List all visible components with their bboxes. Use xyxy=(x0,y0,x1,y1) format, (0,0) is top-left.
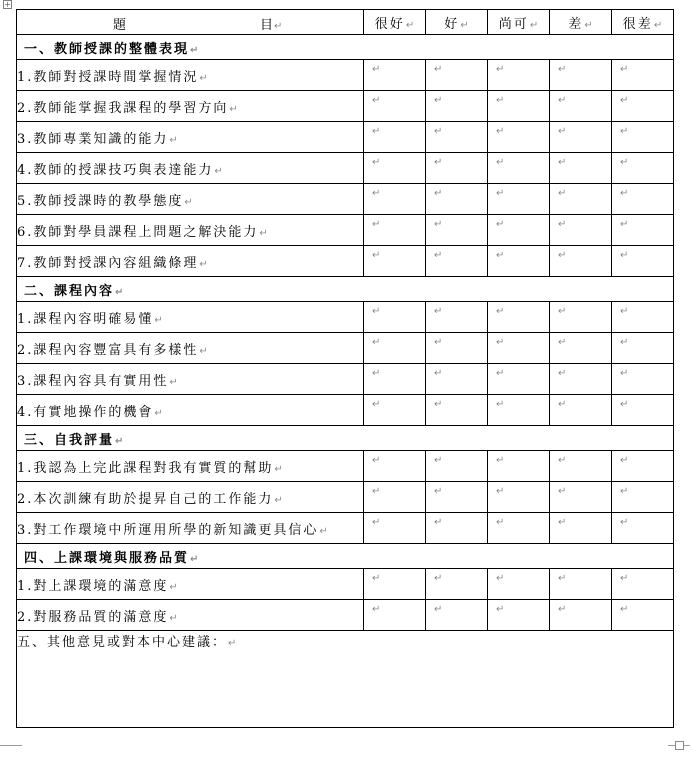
paragraph-mark-icon: ↵ xyxy=(620,368,629,379)
question-label: 1.課程內容明確易懂↵ xyxy=(17,302,364,333)
paragraph-mark-icon: ↵ xyxy=(558,604,567,615)
question-row xyxy=(17,215,674,246)
rating-cell-1[interactable] xyxy=(426,395,488,426)
rating-cell-3[interactable] xyxy=(550,451,612,482)
paragraph-mark-icon: ↵ xyxy=(434,250,443,261)
paragraph-mark-icon: ↵ xyxy=(372,64,381,75)
header-rating-4: 很差↵ xyxy=(612,10,674,35)
question-row xyxy=(17,91,674,122)
paragraph-mark-icon: ↵ xyxy=(620,126,629,137)
rating-cell-2[interactable] xyxy=(488,246,550,277)
paragraph-mark-icon: ↵ xyxy=(372,337,381,348)
rating-cell-0[interactable] xyxy=(364,333,426,364)
rating-cell-3[interactable] xyxy=(550,302,612,333)
rating-cell-3[interactable] xyxy=(550,60,612,91)
rating-cell-3[interactable] xyxy=(550,153,612,184)
question-label: 4.有實地操作的機會↵ xyxy=(17,395,364,426)
table-move-handle-icon[interactable]: + xyxy=(4,0,11,9)
paragraph-mark-icon: ↵ xyxy=(620,306,629,317)
paragraph-mark-icon: ↵ xyxy=(558,306,567,317)
rating-cell-2[interactable] xyxy=(488,482,550,513)
rating-cell-4[interactable] xyxy=(612,60,674,91)
question-label: 2.教師能掌握我課程的學習方向↵ xyxy=(17,91,364,122)
header-rating-3: 差↵ xyxy=(550,10,612,35)
paragraph-mark-icon: ↵ xyxy=(434,306,443,317)
paragraph-mark-icon: ↵ xyxy=(558,157,567,168)
rating-cell-2[interactable] xyxy=(488,91,550,122)
rating-cell-4[interactable] xyxy=(612,215,674,246)
paragraph-mark-icon: ↵ xyxy=(434,126,443,137)
paragraph-mark-icon: ↵ xyxy=(496,95,505,106)
rating-cell-2[interactable] xyxy=(488,600,550,631)
paragraph-mark-icon: ↵ xyxy=(496,337,505,348)
section-row xyxy=(17,277,674,302)
paragraph-mark-icon: ↵ xyxy=(558,337,567,348)
paragraph-mark-icon: ↵ xyxy=(372,126,381,137)
question-row xyxy=(17,60,674,91)
paragraph-mark-icon: ↵ xyxy=(558,368,567,379)
rating-cell-2[interactable] xyxy=(488,395,550,426)
question-row xyxy=(17,513,674,544)
section-title: 三、自我評量↵ xyxy=(17,426,674,451)
paragraph-mark-icon: ↵ xyxy=(558,95,567,106)
survey-table xyxy=(16,9,674,728)
rating-cell-0[interactable] xyxy=(364,482,426,513)
rating-cell-4[interactable] xyxy=(612,302,674,333)
rating-cell-1[interactable] xyxy=(426,153,488,184)
rating-cell-0[interactable] xyxy=(364,302,426,333)
paragraph-mark-icon: ↵ xyxy=(434,219,443,230)
rating-cell-0[interactable] xyxy=(364,215,426,246)
paragraph-mark-icon: ↵ xyxy=(558,219,567,230)
rating-cell-0[interactable] xyxy=(364,184,426,215)
rating-cell-2[interactable] xyxy=(488,60,550,91)
paragraph-mark-icon: ↵ xyxy=(620,399,629,410)
paragraph-mark-icon: ↵ xyxy=(372,455,381,466)
paragraph-mark-icon: ↵ xyxy=(372,486,381,497)
paragraph-mark-icon: ↵ xyxy=(372,604,381,615)
paragraph-mark-icon: ↵ xyxy=(496,250,505,261)
paragraph-mark-icon: ↵ xyxy=(434,64,443,75)
rating-cell-1[interactable] xyxy=(426,482,488,513)
rating-cell-0[interactable] xyxy=(364,364,426,395)
rating-cell-3[interactable] xyxy=(550,246,612,277)
rating-cell-3[interactable] xyxy=(550,91,612,122)
rating-cell-1[interactable] xyxy=(426,184,488,215)
rating-cell-0[interactable] xyxy=(364,153,426,184)
rating-cell-3[interactable] xyxy=(550,364,612,395)
question-row xyxy=(17,184,674,215)
paragraph-mark-icon: ↵ xyxy=(372,250,381,261)
paragraph-mark-icon: ↵ xyxy=(496,64,505,75)
rating-cell-0[interactable] xyxy=(364,122,426,153)
rating-cell-4[interactable] xyxy=(612,333,674,364)
paragraph-mark-icon: ↵ xyxy=(372,399,381,410)
paragraph-mark-icon: ↵ xyxy=(496,486,505,497)
paragraph-mark-icon: ↵ xyxy=(558,126,567,137)
paragraph-mark-icon: ↵ xyxy=(620,604,629,615)
rating-cell-4[interactable] xyxy=(612,153,674,184)
rating-cell-1[interactable] xyxy=(426,513,488,544)
rating-cell-3[interactable] xyxy=(550,184,612,215)
comment-row xyxy=(17,631,674,728)
rating-cell-1[interactable] xyxy=(426,569,488,600)
rating-cell-2[interactable] xyxy=(488,302,550,333)
section-title: 四、上課環境與服務品質↵ xyxy=(17,544,674,569)
question-label: 2.本次訓練有助於提昇自己的工作能力↵ xyxy=(17,482,364,513)
question-label: 7.教師對授課內容組織條理↵ xyxy=(17,246,364,277)
rating-cell-3[interactable] xyxy=(550,395,612,426)
paragraph-mark-icon: ↵ xyxy=(620,219,629,230)
question-row xyxy=(17,333,674,364)
paragraph-mark-icon: ↵ xyxy=(496,573,505,584)
question-row xyxy=(17,153,674,184)
paragraph-mark-icon: ↵ xyxy=(558,573,567,584)
paragraph-mark-icon: ↵ xyxy=(558,486,567,497)
paragraph-mark-icon: ↵ xyxy=(558,188,567,199)
rating-cell-2[interactable] xyxy=(488,122,550,153)
paragraph-mark-icon: ↵ xyxy=(496,157,505,168)
question-label: 5.教師授課時的教學態度↵ xyxy=(17,184,364,215)
paragraph-mark-icon: ↵ xyxy=(620,250,629,261)
rating-cell-1[interactable] xyxy=(426,600,488,631)
rating-cell-3[interactable] xyxy=(550,569,612,600)
rating-cell-3[interactable] xyxy=(550,122,612,153)
paragraph-mark-icon: ↵ xyxy=(372,306,381,317)
section-title: 一、教師授課的整體表現↵ xyxy=(17,35,674,60)
section-title: 二、課程內容↵ xyxy=(17,277,674,302)
paragraph-mark-icon: ↵ xyxy=(558,64,567,75)
rating-cell-4[interactable] xyxy=(612,513,674,544)
rating-cell-2[interactable] xyxy=(488,451,550,482)
question-row xyxy=(17,122,674,153)
rating-cell-2[interactable] xyxy=(488,184,550,215)
rating-cell-2[interactable] xyxy=(488,215,550,246)
paragraph-mark-icon: ↵ xyxy=(434,486,443,497)
paragraph-mark-icon: ↵ xyxy=(620,95,629,106)
rating-cell-2[interactable] xyxy=(488,569,550,600)
paragraph-mark-icon: ↵ xyxy=(620,455,629,466)
rating-cell-0[interactable] xyxy=(364,395,426,426)
question-label: 1.教師對授課時間掌握情況↵ xyxy=(17,60,364,91)
rating-cell-0[interactable] xyxy=(364,91,426,122)
rating-cell-0[interactable] xyxy=(364,60,426,91)
paragraph-mark-icon: ↵ xyxy=(434,188,443,199)
question-row xyxy=(17,246,674,277)
rating-cell-4[interactable] xyxy=(612,482,674,513)
rating-cell-0[interactable] xyxy=(364,600,426,631)
paragraph-mark-icon: ↵ xyxy=(558,455,567,466)
paragraph-mark-icon: ↵ xyxy=(434,399,443,410)
paragraph-mark-icon: ↵ xyxy=(620,64,629,75)
rating-cell-2[interactable] xyxy=(488,513,550,544)
rating-cell-3[interactable] xyxy=(550,333,612,364)
rating-cell-1[interactable] xyxy=(426,333,488,364)
paragraph-mark-icon: ↵ xyxy=(434,368,443,379)
question-row xyxy=(17,395,674,426)
rating-cell-0[interactable] xyxy=(364,569,426,600)
question-label: 2.對服務品質的滿意度↵ xyxy=(17,600,364,631)
rating-cell-3[interactable] xyxy=(550,482,612,513)
rating-cell-1[interactable] xyxy=(426,451,488,482)
comment-area[interactable]: 五、其他意見或對本中心建議：↵ xyxy=(17,631,674,728)
question-label: 3.對工作環境中所運用所學的新知識更具信心↵ xyxy=(17,513,364,544)
paragraph-mark-icon: ↵ xyxy=(496,306,505,317)
question-row xyxy=(17,364,674,395)
paragraph-mark-icon: ↵ xyxy=(620,573,629,584)
question-label: 2.課程內容豐富具有多樣性↵ xyxy=(17,333,364,364)
question-label: 3.課程內容具有實用性↵ xyxy=(17,364,364,395)
section-row xyxy=(17,544,674,569)
paragraph-mark-icon: ↵ xyxy=(434,455,443,466)
header-row xyxy=(17,10,674,35)
paragraph-mark-icon: ↵ xyxy=(372,573,381,584)
question-label: 1.我認為上完此課程對我有實質的幫助↵ xyxy=(17,451,364,482)
rating-cell-1[interactable] xyxy=(426,246,488,277)
rating-cell-1[interactable] xyxy=(426,364,488,395)
paragraph-mark-icon: ↵ xyxy=(372,95,381,106)
question-row xyxy=(17,600,674,631)
header-topic-left: 題 xyxy=(113,18,127,33)
rating-cell-2[interactable] xyxy=(488,153,550,184)
rating-cell-4[interactable] xyxy=(612,395,674,426)
rating-cell-4[interactable] xyxy=(612,451,674,482)
header-rating-1: 好↵ xyxy=(426,10,488,35)
paragraph-mark-icon: ↵ xyxy=(496,399,505,410)
header-topic-right: 目↵ xyxy=(260,18,283,33)
rating-cell-4[interactable] xyxy=(612,569,674,600)
question-row xyxy=(17,482,674,513)
paragraph-mark-icon: ↵ xyxy=(434,95,443,106)
paragraph-mark-icon: ↵ xyxy=(372,219,381,230)
rating-cell-3[interactable] xyxy=(550,600,612,631)
paragraph-mark-icon: ↵ xyxy=(434,517,443,528)
question-label: 3.教師專業知識的能力↵ xyxy=(17,122,364,153)
paragraph-mark-icon: ↵ xyxy=(434,157,443,168)
rating-cell-2[interactable] xyxy=(488,364,550,395)
paragraph-mark-icon: ↵ xyxy=(496,368,505,379)
rating-cell-2[interactable] xyxy=(488,333,550,364)
paragraph-mark-icon: ↵ xyxy=(620,486,629,497)
paragraph-mark-icon: ↵ xyxy=(372,368,381,379)
section-row xyxy=(17,426,674,451)
paragraph-mark-icon: ↵ xyxy=(620,337,629,348)
rating-cell-0[interactable] xyxy=(364,451,426,482)
rating-cell-4[interactable] xyxy=(612,246,674,277)
paragraph-mark-icon: ↵ xyxy=(558,250,567,261)
rating-cell-4[interactable] xyxy=(612,364,674,395)
paragraph-mark-icon: ↵ xyxy=(372,157,381,168)
paragraph-mark-icon: ↵ xyxy=(496,219,505,230)
paragraph-mark-icon: ↵ xyxy=(558,399,567,410)
rating-cell-0[interactable] xyxy=(364,513,426,544)
paragraph-mark-icon: ↵ xyxy=(620,188,629,199)
question-label: 6.教師對學員課程上問題之解決能力↵ xyxy=(17,215,364,246)
question-row xyxy=(17,569,674,600)
question-row xyxy=(17,451,674,482)
rating-cell-1[interactable] xyxy=(426,60,488,91)
rating-cell-0[interactable] xyxy=(364,246,426,277)
header-rating-2: 尚可↵ xyxy=(488,10,550,35)
paragraph-mark-icon: ↵ xyxy=(496,455,505,466)
rating-cell-4[interactable] xyxy=(612,122,674,153)
page-corner-bottom-left xyxy=(0,745,22,758)
paragraph-mark-icon: ↵ xyxy=(434,604,443,615)
paragraph-mark-icon: ↵ xyxy=(372,517,381,528)
header-topic xyxy=(17,10,364,35)
rating-cell-1[interactable] xyxy=(426,91,488,122)
paragraph-mark-icon: ↵ xyxy=(620,157,629,168)
question-label: 1.對上課環境的滿意度↵ xyxy=(17,569,364,600)
table-resize-handle[interactable] xyxy=(675,741,684,750)
rating-cell-3[interactable] xyxy=(550,513,612,544)
rating-cell-4[interactable] xyxy=(612,91,674,122)
paragraph-mark-icon: ↵ xyxy=(434,337,443,348)
question-row xyxy=(17,302,674,333)
paragraph-mark-icon: ↵ xyxy=(496,188,505,199)
paragraph-mark-icon: ↵ xyxy=(496,517,505,528)
rating-cell-4[interactable] xyxy=(612,184,674,215)
paragraph-mark-icon: ↵ xyxy=(372,188,381,199)
rating-cell-4[interactable] xyxy=(612,600,674,631)
paragraph-mark-icon: ↵ xyxy=(496,126,505,137)
rating-cell-1[interactable] xyxy=(426,215,488,246)
comment-label: 五、其他意見或對本中心建議： xyxy=(17,635,228,650)
question-label: 4.教師的授課技巧與表達能力↵ xyxy=(17,153,364,184)
paragraph-mark-icon: ↵ xyxy=(496,604,505,615)
rating-cell-1[interactable] xyxy=(426,122,488,153)
section-row xyxy=(17,35,674,60)
rating-cell-3[interactable] xyxy=(550,215,612,246)
paragraph-mark-icon: ↵ xyxy=(620,517,629,528)
rating-cell-1[interactable] xyxy=(426,302,488,333)
paragraph-mark-icon: ↵ xyxy=(558,517,567,528)
paragraph-mark-icon: ↵ xyxy=(434,573,443,584)
header-rating-0: 很好↵ xyxy=(364,10,426,35)
